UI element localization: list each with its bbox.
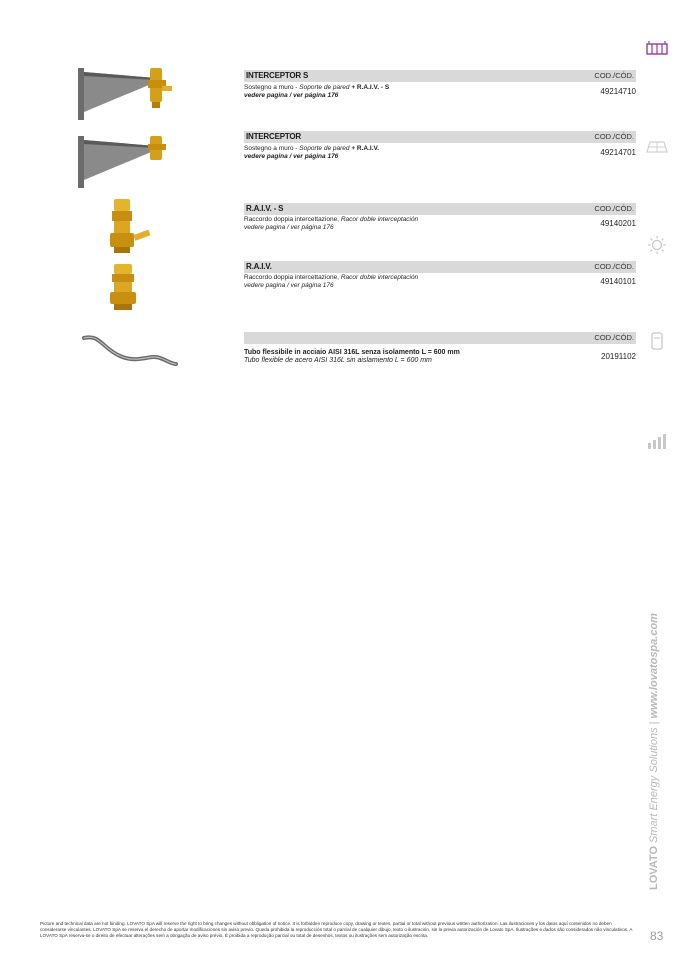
desc-line2: vedere pagina / ver página 176: [244, 91, 339, 99]
brand-separator: |: [648, 718, 660, 728]
product-description: [244, 145, 584, 160]
product-header-bar: [244, 332, 636, 344]
product-code: 49214710: [600, 87, 636, 96]
product-header-bar: [244, 70, 636, 82]
product-description: [244, 349, 604, 364]
brass-fitting-image: [104, 197, 158, 255]
page-number: 83: [650, 929, 664, 943]
radiator-icon[interactable]: [646, 40, 668, 58]
code-label: COD./CÓD.: [594, 333, 634, 342]
brand-vertical-text: [648, 613, 660, 890]
solar-panel-icon[interactable]: [646, 138, 668, 156]
product-code: 49140101: [600, 277, 636, 286]
product-code: 49140201: [600, 219, 636, 228]
flexible-hose-image: [80, 330, 180, 370]
desc-line2: vedere pagina / ver página 176: [244, 152, 339, 160]
brand-url[interactable]: www.lovatospa.com: [648, 613, 660, 719]
brand-name: LOVATO: [648, 846, 660, 890]
desc-line2: Tubo flexible de acero AISI 316L sin aislamiento L = 600 mm: [244, 356, 432, 364]
product-description: [244, 274, 584, 289]
desc-line1: Raccordo doppia intercettazione, Racor doble interceptación: [244, 274, 419, 281]
desc-line1: Sostegno a muro - Soporte de pared + R.A.I.V. - S: [244, 84, 390, 91]
product-name: R.A.I.V. - S: [246, 204, 284, 213]
product-code: 49214701: [600, 148, 636, 157]
product-name: INTERCEPTOR: [246, 132, 301, 141]
boiler-icon[interactable]: [646, 332, 668, 350]
desc-line1: Raccordo doppia intercettazione, Racor doble interceptación: [244, 216, 419, 223]
desc-line2: vedere pagina / ver página 176: [244, 223, 334, 231]
desc-line1: Sostegno a muro - Soporte de pared + R.A.I.V.: [244, 145, 380, 152]
product-header-bar: [244, 203, 636, 215]
desc-line2: vedere pagina / ver página 176: [244, 281, 334, 289]
chart-icon[interactable]: [646, 432, 668, 450]
wall-bracket-valve-image: [76, 66, 180, 122]
desc-line1: Tubo flessibile in acciaio AISI 316L senza isolamento L = 600 mm: [244, 349, 460, 356]
product-code: 20191102: [601, 352, 636, 361]
product-description: [244, 216, 584, 231]
code-label: COD./CÓD.: [594, 132, 634, 141]
brass-fitting-image: [106, 262, 146, 312]
product-name: INTERCEPTOR S: [246, 71, 309, 80]
legal-disclaimer: Picture and technical data are not binding. LOVATO SpA will reserve the right to bring changes without obbligation of notice. It is forbidden reproduce copy, drawing or textes, partial or total without previous written authorization. Las ilustraciones y los datos aquí contenidos no deben considerarse vinculantes. LOVATO SpA se reserva el derecho de aportar modificaciones sin aviso previo. Queda prohibida la reproducción total o parcial de cualquier dibujo, texto o ilustración, sin la previa autorización de Lovato SpA. Ilustrações e dados são considerados não vinculativos. A LOVATO SpA reserva-se o direito de efectuar alterações sem a obrigação de aviso prévio. É proibida a reprodução parcial ou total de desenhos, textos ou ilustrações sem autorização escrita.: [40, 921, 633, 938]
code-label: COD./CÓD.: [594, 262, 634, 271]
sun-icon[interactable]: [646, 236, 668, 254]
product-header-bar: [244, 131, 636, 143]
product-name: R.A.I.V.: [246, 262, 272, 271]
product-description: [244, 84, 584, 99]
brand-tagline: Smart Energy Solutions: [648, 727, 660, 846]
code-label: COD./CÓD.: [594, 71, 634, 80]
wall-bracket-valve-image: [76, 134, 180, 190]
product-header-bar: [244, 261, 636, 273]
code-label: COD./CÓD.: [594, 204, 634, 213]
